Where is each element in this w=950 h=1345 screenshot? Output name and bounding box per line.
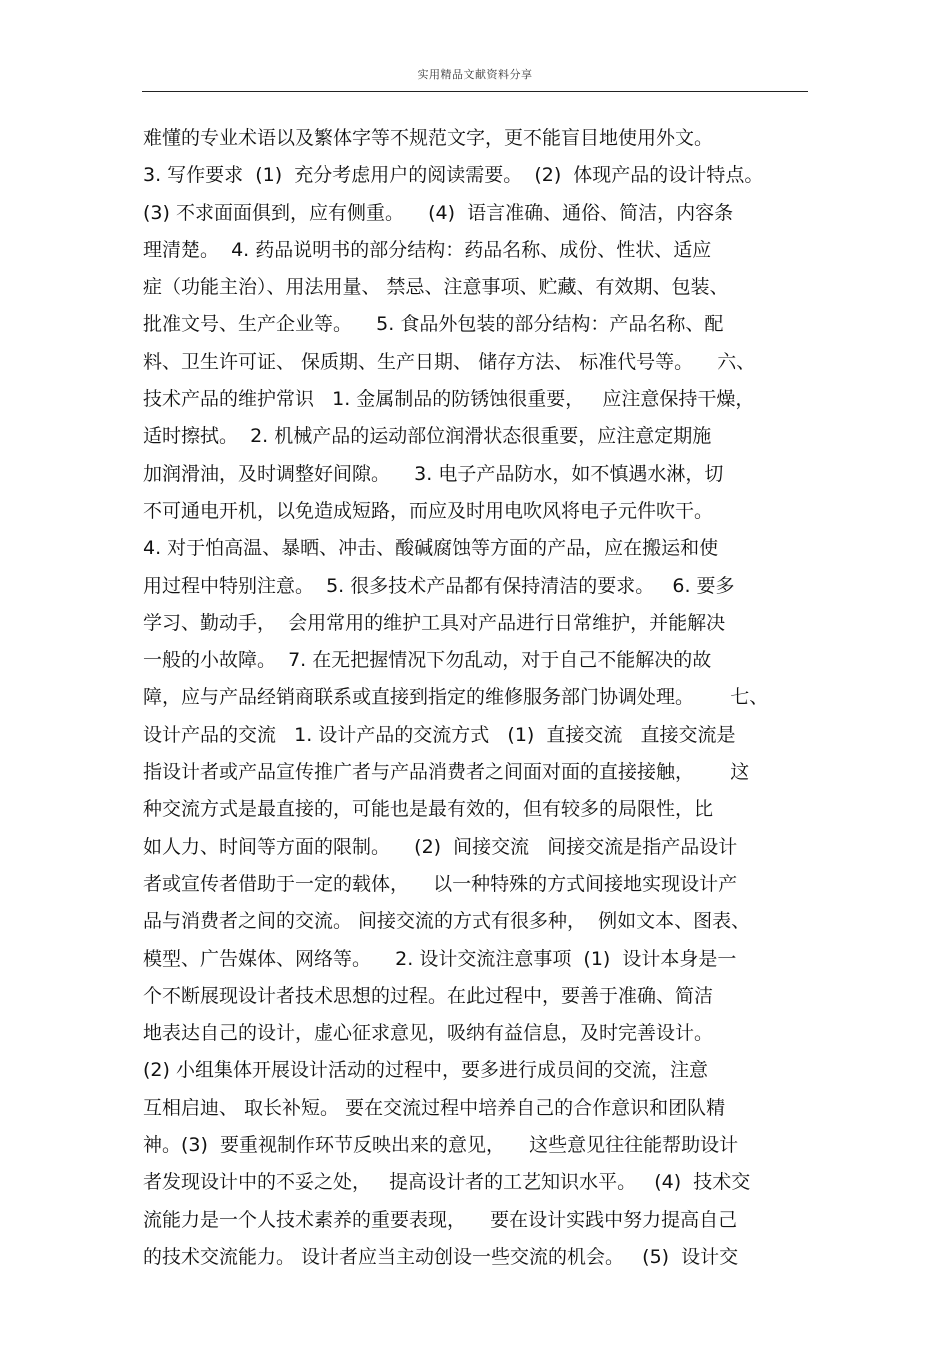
page-header-title: 实用精品文献资料分享 (417, 68, 533, 81)
text-line: 障，应与产品经销商联系或直接到指定的维修服务部门协调处理。 七、 (143, 686, 769, 709)
text-line: 料、卫生许可证、 保质期、生产日期、 储存方法、 标准代号等。 六、 (143, 350, 756, 373)
text-line: 不可通电开机，以免造成短路，而应及时用电吹风将电子元件吹干。 (143, 499, 714, 522)
text-line: 4. 对于怕高温、暴晒、冲击、酸碱腐蚀等方面的产品，应在搬运和使 (143, 537, 719, 560)
text-line: 者发现设计中的不妥之处， 提高设计者的工艺知识水平。 (4) 技术交 (143, 1171, 751, 1194)
text-line: 互相启迪、 取长补短。 要在交流过程中培养自己的合作意识和团队精 (143, 1096, 726, 1119)
text-line: 者或宣传者借助于一定的载体， 以一种特殊的方式间接地实现设计产 (143, 872, 738, 895)
text-line: 地表达自己的设计，虚心征求意见，吸纳有益信息，及时完善设计。 (143, 1022, 714, 1045)
text-line: 技术产品的维护常识 1. 金属制品的防锈蚀很重要， 应注意保持干燥， (143, 388, 755, 411)
text-line: 流能力是一个人技术素养的重要表现， 要在设计实践中努力提高自己 (143, 1208, 738, 1231)
text-line: 品与消费者之间的交流。 间接交流的方式有很多种， 例如文本、图表、 (143, 910, 751, 933)
header-divider (142, 91, 808, 92)
document-body (143, 120, 823, 1276)
text-line: 神。(3) 要重视制作环节反映出来的意见， 这些意见往往能帮助设计 (143, 1134, 739, 1157)
text-line: 适时擦拭。 2. 机械产品的运动部位润滑状态很重要，应注意定期施 (143, 425, 712, 448)
text-line: 一般的小故障。 7. 在无把握情况下勿乱动，对于自己不能解决的故 (143, 649, 712, 672)
text-line: 个不断展现设计者技术思想的过程。在此过程中，要善于准确、简洁 (143, 984, 714, 1007)
text-line: (3) 不求面面俱到，应有侧重。 (4) 语言准确、通俗、简洁，内容条 (143, 201, 734, 224)
text-line: 设计产品的交流 1. 设计产品的交流方式 (1) 直接交流 直接交流是 (143, 723, 736, 746)
text-line: 3. 写作要求 (1) 充分考虑用户的阅读需要。 (2) 体现产品的设计特点。 (143, 164, 764, 187)
text-line: 指设计者或产品宣传推广者与产品消费者之间面对面的直接接触， 这 (143, 761, 750, 784)
text-line: 理清楚。 4. 药品说明书的部分结构：药品名称、成份、性状、适应 (143, 238, 712, 261)
text-line: 种交流方式是最直接的，可能也是最有效的，但有较多的局限性，比 (143, 798, 714, 821)
text-line: 学习、勤动手， 会用常用的维护工具对产品进行日常维护，并能解决 (143, 611, 726, 634)
text-line: 加润滑油，及时调整好间隙。 3. 电子产品防水，如不慎遇水淋，切 (143, 462, 724, 485)
text-line: 难懂的专业术语以及繁体字等不规范文字，更不能盲目地使用外文。 (143, 127, 714, 149)
text-line: (2) 小组集体开展设计活动的过程中，要多进行成员间的交流，注意 (143, 1059, 708, 1082)
text-line: 用过程中特别注意。 5. 很多技术产品都有保持清洁的要求。 6. 要多 (143, 574, 735, 597)
text-line: 症（功能主治）、用法用量、 禁忌、注意事项、贮藏、有效期、包装、 (143, 276, 729, 299)
text-line: 如人力、时间等方面的限制。 (2) 间接交流 间接交流是指产品设计 (143, 835, 738, 858)
text-line: 的技术交流能力。 设计者应当主动创设一些交流的机会。 (5) 设计交 (143, 1245, 739, 1268)
text-line: 模型、广告媒体、网络等。 2. 设计交流注意事项 (1) 设计本身是一 (143, 947, 737, 970)
text-line: 批准文号、生产企业等。 5. 食品外包装的部分结构：产品名称、配 (143, 313, 724, 336)
